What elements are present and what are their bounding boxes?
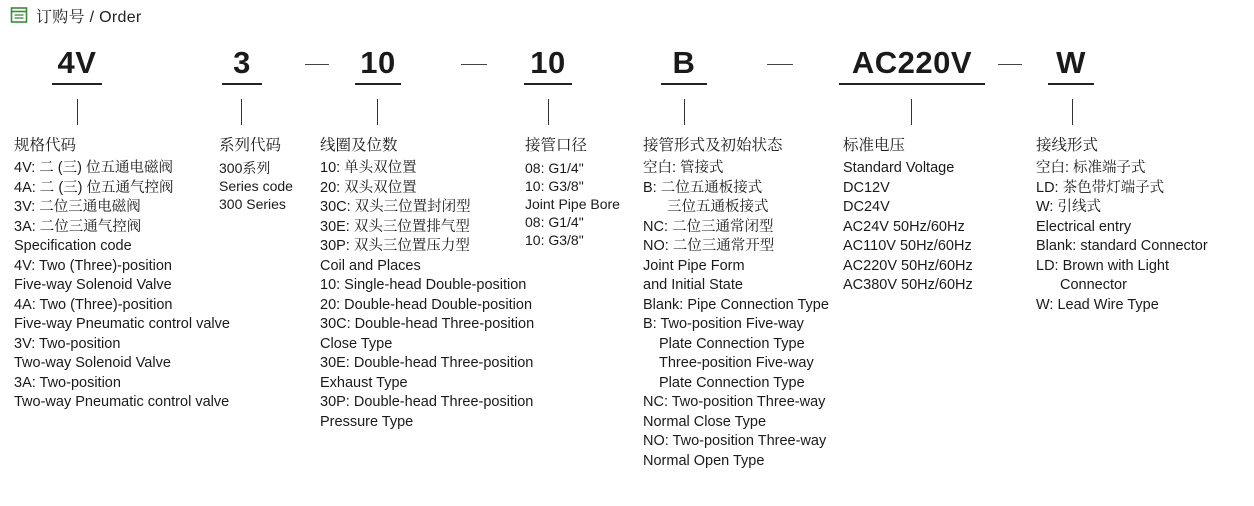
- coil-line: 10: Single-head Double-position: [320, 277, 527, 293]
- voltage-line: AC220V 50Hz/60Hz: [843, 257, 973, 274]
- wiring-line: LD: Brown with Light: [1036, 257, 1169, 274]
- voltage-line: AC380V 50Hz/60Hz: [843, 277, 973, 293]
- code-coil-underline: [355, 83, 401, 85]
- pipe-form-line: 空白: 管接式: [643, 160, 724, 176]
- voltage-line: Standard Voltage: [843, 160, 955, 176]
- column-heading: 规格代码: [14, 137, 77, 154]
- pipe-form-line: NO: Two-position Three-way: [643, 433, 827, 449]
- spec-line: Specification code: [14, 238, 132, 254]
- spec-line: 3A: 二位三通气控阀: [14, 218, 142, 235]
- bore-line: 08: G1/4": [525, 214, 584, 230]
- coil-line: Exhaust Type: [320, 374, 408, 391]
- spec-line: 4V: 二 (三) 位五通电磁阀: [14, 160, 173, 176]
- pipe-form-column: [643, 135, 829, 471]
- pipe-form-line: Normal Close Type: [643, 413, 767, 430]
- voltage-line: AC24V 50Hz/60Hz: [843, 218, 965, 235]
- spec-line: Five-way Pneumatic control valve: [14, 316, 230, 332]
- coil-line: 30E: Double-head Three-position: [320, 355, 534, 371]
- spec-line: Two-way Solenoid Valve: [14, 355, 171, 371]
- pipe-bore-column: [525, 135, 620, 249]
- wiring-column: [1036, 135, 1208, 315]
- code-pipe-form-underline: [661, 83, 707, 85]
- bore-line: Joint Pipe Bore: [525, 196, 620, 212]
- pipe-form-line: and Initial State: [643, 277, 743, 293]
- separator-dash: [305, 64, 329, 65]
- wiring-line: Blank: standard Connector: [1036, 238, 1208, 254]
- code-bore-pointer: [548, 99, 549, 125]
- code-voltage-underline: [839, 83, 985, 85]
- pipe-form-line: NC: 二位三通常闭型: [643, 218, 774, 235]
- spec-line: 3V: 二位三通电磁阀: [14, 199, 141, 215]
- code-series-underline: [222, 83, 262, 85]
- spec-line: Two-way Pneumatic control valve: [14, 394, 230, 410]
- code-wiring-underline: [1048, 83, 1094, 85]
- bore-line: 10: G3/8": [525, 232, 584, 248]
- column-heading: 线圈及位数: [320, 137, 398, 154]
- coil-line: 30E: 双头三位置排气型: [320, 218, 470, 235]
- separator-dash: [767, 64, 793, 65]
- spec-code-column: [14, 135, 230, 413]
- spec-line: 3A: Two-position: [14, 374, 121, 391]
- pipe-form-line: 三位五通板接式: [667, 199, 769, 215]
- order-title: 订购号 / Order: [36, 8, 142, 26]
- pipe-form-line: NO: 二位三通常开型: [643, 238, 775, 254]
- coil-line: 10: 单头双位置: [320, 160, 417, 176]
- code-spec: 4V: [57, 45, 97, 80]
- code-series-pointer: [241, 99, 242, 125]
- pipe-form-line: Plate Connection Type: [659, 335, 805, 352]
- bore-line: 10: G3/8": [525, 178, 584, 194]
- coil-line: 20: 双头双位置: [320, 179, 417, 196]
- coil-line: 30P: Double-head Three-position: [320, 394, 534, 410]
- order-header: [10, 4, 142, 26]
- series-line: Series code: [219, 178, 293, 194]
- pipe-form-line: Blank: Pipe Connection Type: [643, 296, 829, 313]
- code-spec-underline: [52, 83, 102, 85]
- pipe-form-line: Three-position Five-way: [659, 355, 814, 371]
- code-spec-pointer: [77, 99, 78, 125]
- code-bore-underline: [524, 83, 572, 85]
- bore-line: 08: G1/4": [525, 160, 584, 176]
- wiring-line: W: 引线式: [1036, 199, 1101, 215]
- code-pipe-form: B: [672, 45, 696, 80]
- pipe-form-line: NC: Two-position Three-way: [643, 394, 826, 410]
- pipe-form-line: Plate Connection Type: [659, 374, 805, 391]
- code-series: 3: [233, 45, 251, 80]
- pipe-form-line: Normal Open Type: [643, 452, 765, 469]
- code-coil-pointer: [377, 99, 378, 125]
- coil-places-column: [320, 135, 534, 432]
- voltage-column: [843, 135, 973, 296]
- column-heading: 接线形式: [1036, 137, 1099, 154]
- series-line: 300系列: [219, 160, 271, 176]
- pipe-form-line: B: Two-position Five-way: [643, 316, 804, 332]
- code-coil: 10: [360, 45, 396, 80]
- code-wiring-pointer: [1072, 99, 1073, 125]
- order-list-icon: [10, 6, 28, 24]
- coil-line: 30C: Double-head Three-position: [320, 316, 535, 332]
- voltage-line: DC12V: [843, 179, 890, 196]
- series-code-column: [219, 135, 293, 213]
- separator-dash: [461, 64, 487, 65]
- code-voltage-pointer: [911, 99, 912, 125]
- voltage-line: DC24V: [843, 199, 890, 215]
- code-pipe-form-pointer: [684, 99, 685, 125]
- code-wiring: W: [1056, 45, 1086, 80]
- spec-line: Five-way Solenoid Valve: [14, 277, 172, 293]
- column-heading: 标准电压: [843, 137, 906, 154]
- spec-line: 4V: Two (Three)-position: [14, 257, 172, 274]
- wiring-line: Electrical entry: [1036, 218, 1132, 235]
- coil-line: Pressure Type: [320, 413, 414, 430]
- coil-line: Coil and Places: [320, 257, 421, 274]
- spec-line: 3V: Two-position: [14, 335, 121, 352]
- wiring-line: W: Lead Wire Type: [1036, 296, 1159, 313]
- pipe-form-line: Joint Pipe Form: [643, 257, 745, 274]
- code-bore: 10: [530, 45, 566, 80]
- wiring-line: Connector: [1060, 277, 1127, 293]
- column-heading: 系列代码: [219, 137, 282, 154]
- voltage-line: AC110V 50Hz/60Hz: [843, 238, 972, 254]
- coil-line: Close Type: [320, 335, 393, 352]
- separator-dash: [998, 64, 1022, 65]
- column-heading: 接管口径: [525, 137, 588, 154]
- column-heading: 接管形式及初始状态: [643, 137, 783, 154]
- coil-line: 30P: 双头三位置压力型: [320, 238, 470, 254]
- series-line: 300 Series: [219, 196, 286, 212]
- wiring-line: 空白: 标准端子式: [1036, 160, 1146, 176]
- spec-line: 4A: Two (Three)-position: [14, 296, 173, 313]
- pipe-form-line: B: 二位五通板接式: [643, 179, 763, 196]
- spec-line: 4A: 二 (三) 位五通气控阀: [14, 179, 174, 196]
- wiring-line: LD: 茶色带灯端子式: [1036, 179, 1165, 196]
- coil-line: 30C: 双头三位置封闭型: [320, 199, 471, 215]
- coil-line: 20: Double-head Double-position: [320, 296, 533, 313]
- code-voltage: AC220V: [851, 45, 973, 80]
